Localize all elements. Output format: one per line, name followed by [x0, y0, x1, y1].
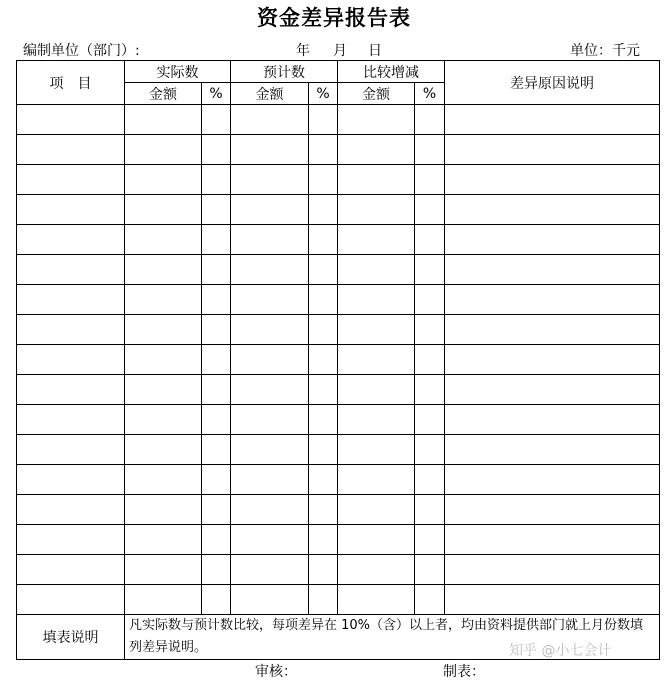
table-cell[interactable] [338, 585, 415, 615]
table-cell[interactable] [125, 285, 202, 315]
table-row [17, 255, 660, 285]
header-actual-percent: % [202, 83, 231, 105]
header-actual-amount: 金额 [125, 83, 202, 105]
table-cell[interactable] [231, 375, 309, 405]
table-row [17, 345, 660, 375]
table-cell[interactable] [415, 495, 445, 525]
table-cell[interactable] [415, 405, 445, 435]
table-cell[interactable] [17, 585, 125, 615]
table-cell[interactable] [338, 195, 415, 225]
table-cell[interactable] [125, 585, 202, 615]
table-cell[interactable] [415, 225, 445, 255]
table-cell[interactable] [309, 525, 338, 555]
table-row [17, 555, 660, 585]
table-cell[interactable] [415, 315, 445, 345]
table-cell[interactable] [17, 375, 125, 405]
table-cell[interactable] [309, 345, 338, 375]
table-cell[interactable] [309, 435, 338, 465]
table-cell[interactable] [415, 255, 445, 285]
table-cell[interactable] [125, 255, 202, 285]
table-cell[interactable] [445, 135, 660, 165]
table-row [17, 585, 660, 615]
currency-unit: 单位：千元 [570, 43, 640, 59]
table-cell[interactable] [125, 195, 202, 225]
table-cell[interactable] [445, 225, 660, 255]
table-cell[interactable] [309, 375, 338, 405]
table-cell[interactable] [338, 165, 415, 195]
table-cell[interactable] [445, 255, 660, 285]
table-cell[interactable] [231, 285, 309, 315]
table-cell[interactable] [202, 525, 231, 555]
table-cell[interactable] [125, 225, 202, 255]
table-cell[interactable] [445, 165, 660, 195]
table-cell[interactable] [202, 405, 231, 435]
table-cell[interactable] [17, 255, 125, 285]
table-cell[interactable] [309, 405, 338, 435]
table-cell[interactable] [125, 165, 202, 195]
report-title: 资金差异报告表 [257, 6, 411, 30]
table-cell[interactable] [231, 435, 309, 465]
table-cell[interactable] [415, 465, 445, 495]
table-cell[interactable] [309, 555, 338, 585]
watermark: 知乎 @小七会计 [509, 643, 612, 659]
month-label: 月 [333, 43, 347, 59]
table-cell[interactable] [125, 345, 202, 375]
table-cell[interactable] [231, 315, 309, 345]
table-cell[interactable] [17, 555, 125, 585]
table-cell[interactable] [125, 105, 202, 135]
table-cell[interactable] [17, 405, 125, 435]
table-row [17, 435, 660, 465]
table-cell[interactable] [415, 585, 445, 615]
table-cell[interactable] [309, 585, 338, 615]
header-compare-amount: 金额 [338, 83, 415, 105]
table-cell[interactable] [445, 585, 660, 615]
report-table [16, 60, 660, 660]
instructions-text: 凡实际数与预计数比较，每项差异在 10%（含）以上者，均由资料提供部门就上月份数填列差异说明。 [125, 615, 660, 660]
table-cell[interactable] [338, 285, 415, 315]
table-cell[interactable] [309, 135, 338, 165]
table-cell[interactable] [445, 495, 660, 525]
table-row [17, 195, 660, 225]
table-cell[interactable] [17, 225, 125, 255]
table-cell[interactable] [309, 465, 338, 495]
header-actual: 实际数 [125, 61, 231, 83]
year-label: 年 [296, 43, 310, 59]
table-cell[interactable] [231, 135, 309, 165]
table-cell[interactable] [202, 465, 231, 495]
table-cell[interactable] [231, 165, 309, 195]
table-cell[interactable] [231, 465, 309, 495]
table-cell[interactable] [415, 525, 445, 555]
table-cell[interactable] [17, 285, 125, 315]
table-cell[interactable] [445, 315, 660, 345]
table-cell[interactable] [338, 405, 415, 435]
table-cell[interactable] [309, 105, 338, 135]
department-label: 编制单位（部门）: [23, 43, 140, 59]
table-cell[interactable] [338, 255, 415, 285]
table-cell[interactable] [17, 345, 125, 375]
table-row [17, 495, 660, 525]
header-budget-percent: % [309, 83, 338, 105]
table-cell[interactable] [445, 435, 660, 465]
table-cell[interactable] [202, 315, 231, 345]
table-cell[interactable] [125, 405, 202, 435]
table-cell[interactable] [338, 465, 415, 495]
table-cell[interactable] [231, 525, 309, 555]
table-cell[interactable] [309, 195, 338, 225]
table-row [17, 105, 660, 135]
table-cell[interactable] [231, 405, 309, 435]
table-row [17, 525, 660, 555]
table-cell[interactable] [125, 435, 202, 465]
table-cell[interactable] [125, 315, 202, 345]
table-cell[interactable] [415, 195, 445, 225]
table-cell[interactable] [202, 255, 231, 285]
table-cell[interactable] [415, 555, 445, 585]
table-cell[interactable] [338, 525, 415, 555]
table-cell[interactable] [17, 435, 125, 465]
table-cell[interactable] [17, 465, 125, 495]
table-cell[interactable] [125, 555, 202, 585]
table-cell[interactable] [231, 345, 309, 375]
table-row [17, 315, 660, 345]
table-cell[interactable] [445, 465, 660, 495]
table-cell[interactable] [17, 135, 125, 165]
table-cell[interactable] [231, 105, 309, 135]
table-cell[interactable] [17, 315, 125, 345]
table-cell[interactable] [202, 105, 231, 135]
table-cell[interactable] [202, 345, 231, 375]
table-cell[interactable] [125, 495, 202, 525]
table-cell[interactable] [445, 375, 660, 405]
table-cell[interactable] [415, 435, 445, 465]
table-cell[interactable] [231, 555, 309, 585]
table-cell[interactable] [338, 495, 415, 525]
table-cell[interactable] [415, 105, 445, 135]
table-cell[interactable] [231, 195, 309, 225]
table-cell[interactable] [338, 555, 415, 585]
table-cell[interactable] [17, 495, 125, 525]
header-row-1 [17, 61, 660, 83]
table-cell[interactable] [17, 165, 125, 195]
table-cell[interactable] [445, 345, 660, 375]
table-cell[interactable] [445, 555, 660, 585]
table-row [17, 285, 660, 315]
table-cell[interactable] [338, 105, 415, 135]
table-cell[interactable] [415, 135, 445, 165]
table-cell[interactable] [338, 315, 415, 345]
table-cell[interactable] [338, 345, 415, 375]
prepared-label: 制表： [443, 664, 485, 680]
table-cell[interactable] [231, 255, 309, 285]
table-cell[interactable] [17, 195, 125, 225]
header-compare: 比较增减 [338, 61, 445, 83]
table-cell[interactable] [231, 225, 309, 255]
table-cell[interactable] [231, 585, 309, 615]
table-cell[interactable] [125, 465, 202, 495]
table-row [17, 165, 660, 195]
table-cell[interactable] [338, 435, 415, 465]
table-cell[interactable] [202, 435, 231, 465]
table-cell[interactable] [202, 585, 231, 615]
table-cell[interactable] [202, 135, 231, 165]
table-cell[interactable] [415, 165, 445, 195]
header-reason: 差异原因说明 [445, 61, 660, 105]
header-item: 项 目 [17, 61, 125, 105]
day-label: 日 [368, 43, 382, 59]
header-budget: 预计数 [231, 61, 338, 83]
table-cell[interactable] [445, 105, 660, 135]
table-cell[interactable] [445, 285, 660, 315]
table-row [17, 405, 660, 435]
table-cell[interactable] [338, 135, 415, 165]
table-cell[interactable] [445, 195, 660, 225]
review-label: 审核： [255, 664, 297, 680]
table-cell[interactable] [415, 285, 445, 315]
table-cell[interactable] [309, 225, 338, 255]
table-cell[interactable] [202, 165, 231, 195]
table-cell[interactable] [415, 345, 445, 375]
table-cell[interactable] [309, 285, 338, 315]
table-cell[interactable] [202, 375, 231, 405]
table-cell[interactable] [231, 495, 309, 525]
table-cell[interactable] [202, 555, 231, 585]
table-cell[interactable] [202, 495, 231, 525]
table-cell[interactable] [125, 135, 202, 165]
header-compare-percent: % [415, 83, 445, 105]
table-cell[interactable] [309, 315, 338, 345]
table-cell[interactable] [202, 195, 231, 225]
table-cell[interactable] [309, 495, 338, 525]
table-cell[interactable] [338, 225, 415, 255]
table-cell[interactable] [338, 375, 415, 405]
table-cell[interactable] [17, 105, 125, 135]
table-row [17, 135, 660, 165]
table-cell[interactable] [202, 285, 231, 315]
table-cell[interactable] [17, 525, 125, 555]
table-cell[interactable] [445, 525, 660, 555]
table-cell[interactable] [125, 525, 202, 555]
table-cell[interactable] [445, 405, 660, 435]
table-cell[interactable] [125, 375, 202, 405]
table-row [17, 375, 660, 405]
table-row [17, 225, 660, 255]
header-budget-amount: 金额 [231, 83, 309, 105]
instructions-label: 填表说明 [17, 615, 125, 660]
table-cell[interactable] [309, 255, 338, 285]
table-row [17, 465, 660, 495]
table-cell[interactable] [415, 375, 445, 405]
table-cell[interactable] [202, 225, 231, 255]
table-cell[interactable] [309, 165, 338, 195]
